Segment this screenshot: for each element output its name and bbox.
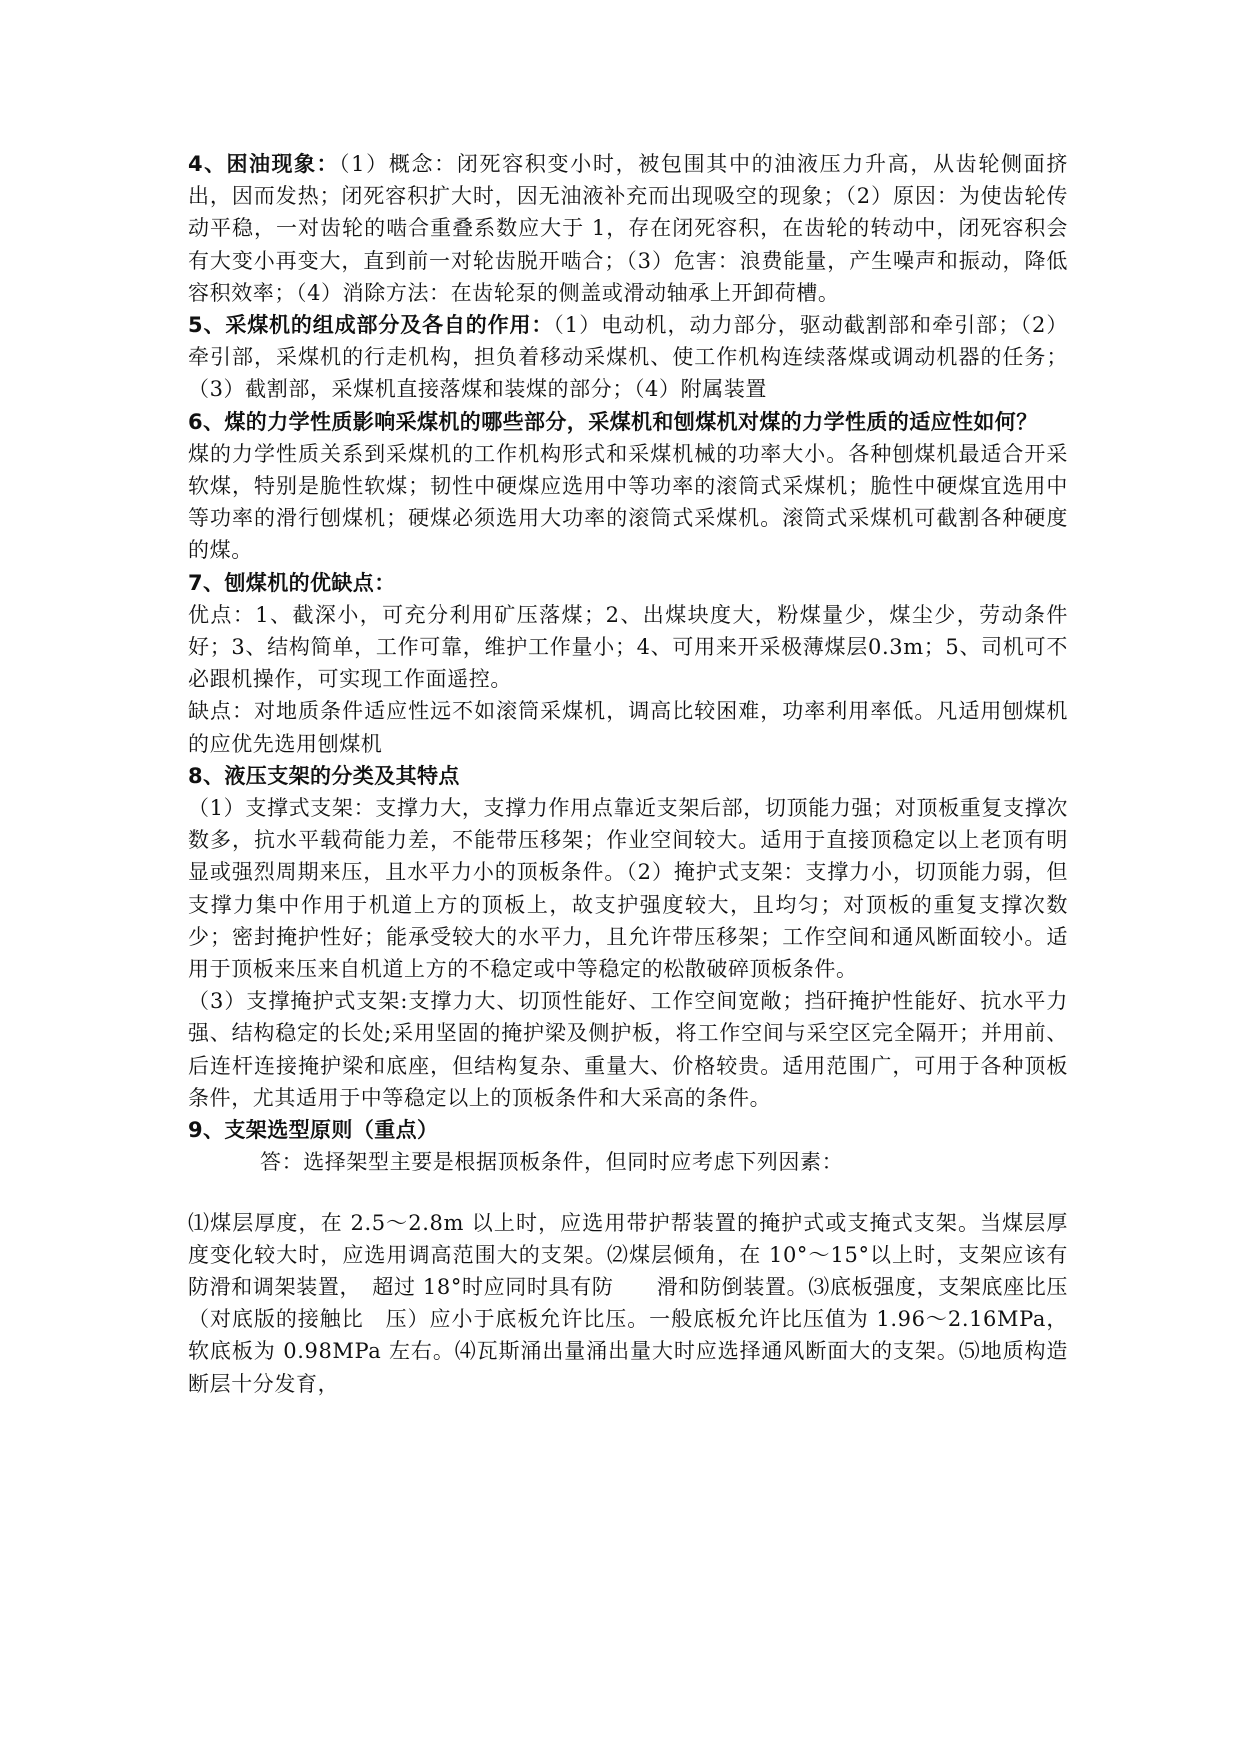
section-4-heading: 4、困油现象： <box>188 152 339 176</box>
section-8-paragraph-1: （1）支撑式支架：支撑力大，支撑力作用点靠近支架后部，切顶能力强；对顶板重复支撑次数多，抗水平载荷能力差，不能带压移架；作业空间较大。适用于直接顶稳定以上老顶有明显或强烈周期来压，且水平力小的顶板条件。（2）掩护式支架：支撑力小，切顶能力弱，但支撑力集中作用于机道上方的顶板上，故支护强度较大，且均匀；对顶板的重复支撑次数少；密封掩护性好；能承受较大的水平力，且允许带压移架；工作空间和通风断面较小。适用于顶板来压来自机道上方的不稳定或中等稳定的松散破碎顶板条件。 <box>188 796 1068 982</box>
section-7-cons: 缺点：对地质条件适应性远不如滚筒采煤机，调高比较困难，功率利用率低。凡适用刨煤机的应优先选用刨煤机 <box>188 699 1068 756</box>
paragraph-gap <box>188 1179 1068 1207</box>
section-8-paragraph-2: （3）支撑掩护式支架:支撑力大、切顶性能好、工作空间宽敞；挡矸掩护性能好、抗水平力强、结构稳定的长处;采用坚固的掩护梁及侧护板，将工作空间与采空区完全隔开；并用前、后连杆连接掩护梁和底座，但结构复杂、重量大、价格较贵。适用范围广，可用于各种顶板条件，尤其适用于中等稳定以上的顶板条件和大采高的条件。 <box>188 989 1068 1110</box>
section-7-heading: 7、刨煤机的优缺点： <box>188 570 396 595</box>
section-5 <box>188 309 1068 406</box>
section-7-pros: 优点：1、截深小，可充分利用矿压落煤；2、出煤块度大，粉煤量少，煤尘少，劳动条件好；3、结构简单，工作可靠，维护工作量小；4、可用来开采极薄煤层0.3m；5、司机可不必跟机操作，可实现工作面遥控。 <box>188 602 1068 692</box>
section-4 <box>188 148 1068 309</box>
section-9-text: ⑴煤层厚度，在 2.5～2.8m 以上时，应选用带护帮装置的掩护式或支掩式支架。当煤层厚度变化较大时，应选用调高范围大的支架。⑵煤层倾角，在 10°～15°以上时，支架应该有防滑和调架装置， 超过 18°时应同时具有防 滑和防倒装置。⑶底板强度，支架底座比压（对底版的接触比 压）应小于底板允许比压。一般底板允许比压值为 1.96～2.16MPa，软底板为 0.98MPa 左右。⑷瓦斯涌出量涌出量大时应选择通风断面大的支架。⑸地质构造断层十分发育， <box>188 1210 1068 1396</box>
section-9-heading: 9、支架选型原则（重点） <box>188 1118 439 1143</box>
section-5-text: （1）电动机，动力部分，驱动截割部和牵引部；（2）牵引部，采煤机的行走机构，担负着移动采煤机、使工作机构连续落煤或调动机器的任务；（3）截割部，采煤机直接落煤和装煤的部分；（4）附属装置 <box>188 313 1068 402</box>
section-5-heading: 5、采煤机的组成部分及各自的作用： <box>188 313 554 338</box>
section-6-heading: 6、煤的力学性质影响采煤机的哪些部分，采煤机和刨煤机对煤的力学性质的适应性如何？ <box>188 409 1038 434</box>
document-body <box>188 148 1068 1400</box>
section-8-heading: 8、液压支架的分类及其特点 <box>188 763 460 788</box>
section-4-text: （1）概念：闭死容积变小时，被包围其中的油液压力升高，从齿轮侧面挤出，因而发热；闭死容积扩大时，因无油液补充而出现吸空的现象；（2）原因：为使齿轮传动平稳，一对齿轮的啮合重叠系数应大于 1，存在闭死容积，在齿轮的转动中，闭死容积会有大变小再变大，直到前一对轮齿脱开啮合；（3）危害：浪费能量，产生噪声和振动，降低容积效率；（4）消除方法：在齿轮泵的侧盖或滑动轴承上开卸荷槽。 <box>188 152 1068 305</box>
section-9-answer: 答：选择架型主要是根据顶板条件，但同时应考虑下列因素： <box>260 1150 844 1175</box>
section-6-text: 煤的力学性质关系到采煤机的工作机构形式和采煤机械的功率大小。各种刨煤机最适合开采软煤，特别是脆性软煤；韧性中硬煤应选用中等功率的滚筒式采煤机；脆性中硬煤宜选用中等功率的滑行刨煤机；硬煤必须选用大功率的滚筒式采煤机。滚筒式采煤机可截割各种硬度的煤。 <box>188 441 1068 563</box>
